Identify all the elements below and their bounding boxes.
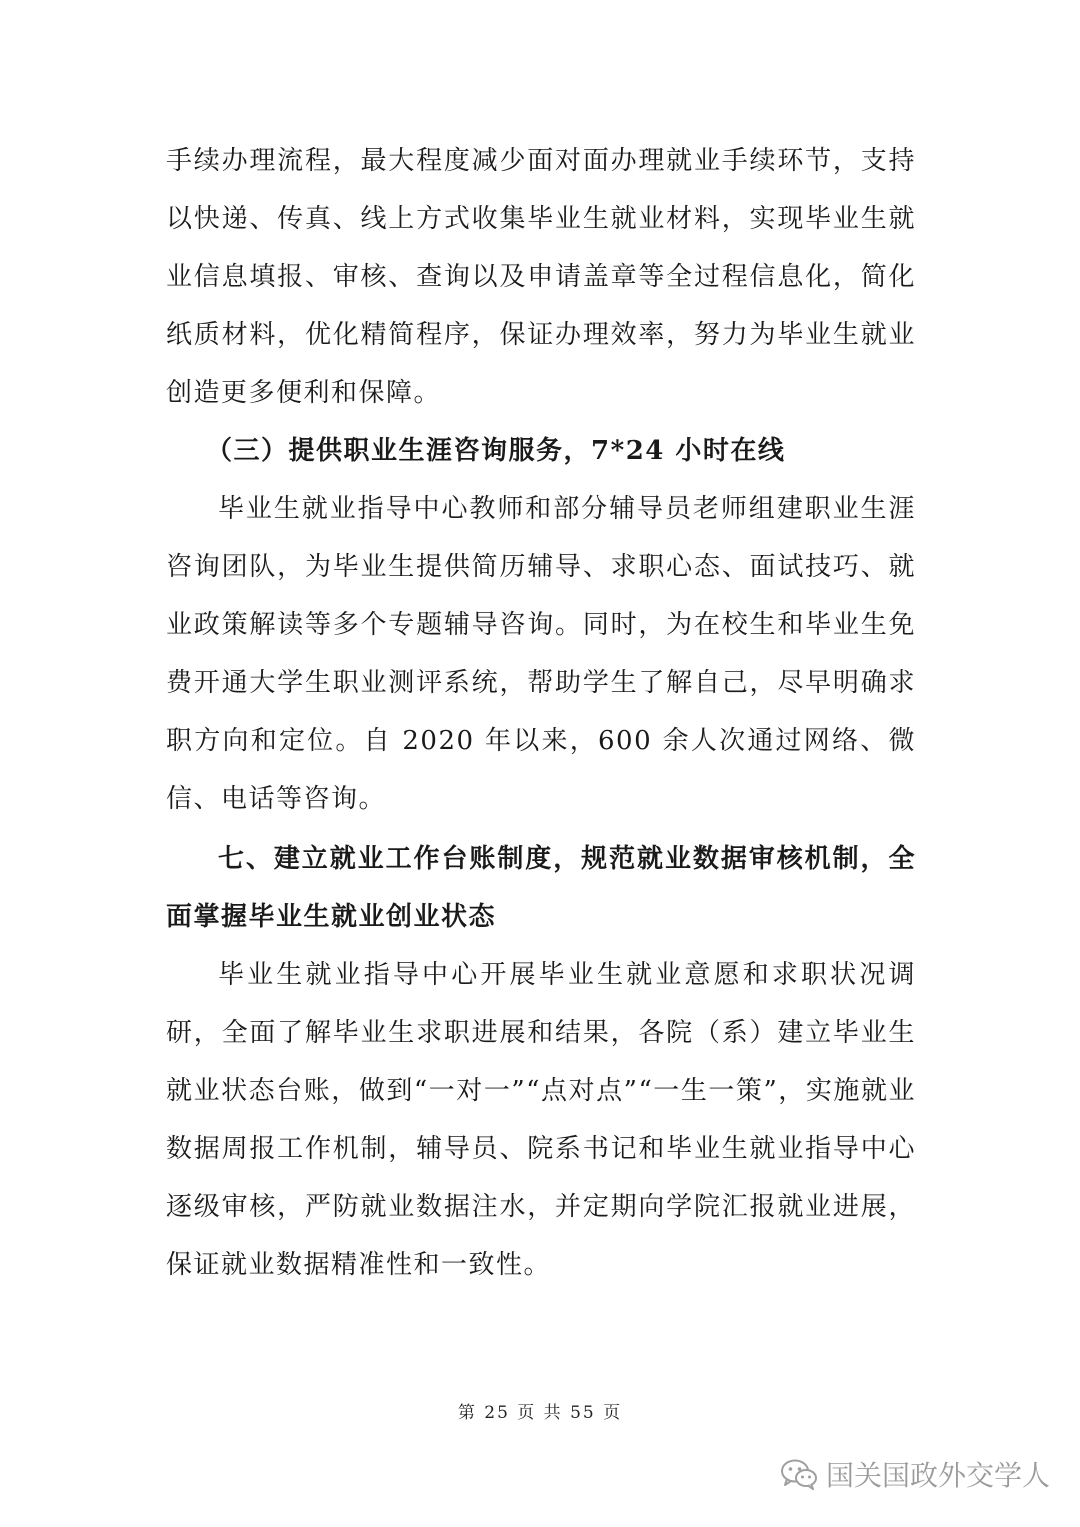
subheading-career-consulting: （三）提供职业生涯咨询服务，7*24 小时在线 bbox=[206, 436, 786, 466]
section-heading-seven: 七、建立就业工作台账制度，规范就业数据审核机制，全面掌握毕业生就业创业状态 bbox=[166, 844, 916, 932]
account-watermark bbox=[780, 1454, 1050, 1494]
watermark-text: 国关国政外交学人 bbox=[825, 1459, 1050, 1492]
paragraph-employment-ledger: 毕业生就业指导中心开展毕业生就业意愿和求职状况调研，全面了解毕业生求职进展和结果，各院（系）建立毕业生就业状态台账，做到“一对一”“点对点”“一生一策”，实施就业数据周报工作机制，辅导员、院系书记和毕业生就业指导中心逐级审核，严防就业数据注水，并定期向学院汇报就业进展，保证就业数据精准性和一致性。 bbox=[166, 960, 916, 1280]
document-body bbox=[166, 132, 916, 1294]
wechat-icon bbox=[780, 1458, 818, 1490]
paragraph-continued: 手续办理流程，最大程度减少面对面办理就业手续环节，支持以快递、传真、线上方式收集毕业生就业材料，实现毕业生就业信息填报、审核、查询以及申请盖章等全过程信息化，简化纸质材料，优化精简程序，保证办理效率，努力为毕业生就业创造更多便利和保障。 bbox=[166, 146, 916, 408]
page-number-footer: 第 25 页 共 55 页 bbox=[457, 1403, 623, 1423]
paragraph-career-consulting: 毕业生就业指导中心教师和部分辅导员老师组建职业生涯咨询团队，为毕业生提供简历辅导、求职心态、面试技巧、就业政策解读等多个专题辅导咨询。同时，为在校生和毕业生免费开通大学生职业测评系统，帮助学生了解自己，尽早明确求职方向和定位。自 2020 年以来，600 余人次通过网络、微信、电话等咨询。 bbox=[166, 494, 916, 814]
